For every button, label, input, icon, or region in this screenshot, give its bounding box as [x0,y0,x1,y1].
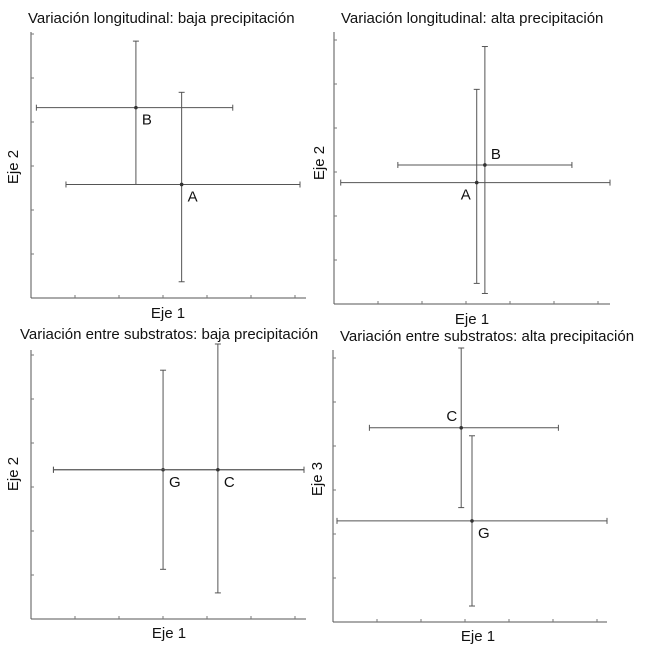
point-label: G [478,524,490,542]
error-cross-g [337,436,607,606]
data-marks [31,34,300,298]
x-axis-label: Eje 1 [150,305,186,322]
point-label: G [169,473,181,491]
error-cross-c [53,344,304,593]
point-label: B [490,145,501,163]
y-axis-label: Eje 2 [5,456,22,492]
data-point [475,181,479,185]
chart-title: Variación entre substratos: alta precipitación [340,328,635,345]
point-label: B [141,111,152,129]
x-axis-label: Eje 1 [151,625,187,642]
x-axis-label: Eje 1 [454,311,490,328]
error-cross-b [398,47,572,294]
point-label: C [223,473,235,491]
point-label: C [446,407,458,425]
chart-title: Variación entre substratos: baja precipitación [20,326,319,343]
chart-title: Variación longitudinal: alta precipitación [341,10,604,27]
y-axis-label: Eje 2 [311,145,328,181]
error-cross-a [66,92,300,281]
error-cross-c [369,348,558,508]
data-point [216,468,220,472]
chart-title: Variación longitudinal: baja precipitación [28,10,295,27]
data-point [483,163,487,167]
panel-longitudinal-high [311,10,610,328]
data-point [459,426,463,430]
data-marks [31,344,304,619]
point-label: A [460,186,471,204]
data-point [470,519,474,523]
data-marks [334,40,610,304]
x-axis-label: Eje 1 [460,628,496,645]
y-axis-label: Eje 2 [5,149,22,185]
y-axis-label: Eje 3 [309,461,326,497]
data-point [134,106,138,110]
data-marks [333,348,607,622]
panel-substrates-low [5,326,318,642]
panel-substrates-high [309,328,634,645]
data-point [180,183,184,187]
point-label: A [187,188,198,206]
panel-longitudinal-low [5,10,306,322]
error-cross-a [341,89,610,283]
error-cross-b [36,41,232,184]
